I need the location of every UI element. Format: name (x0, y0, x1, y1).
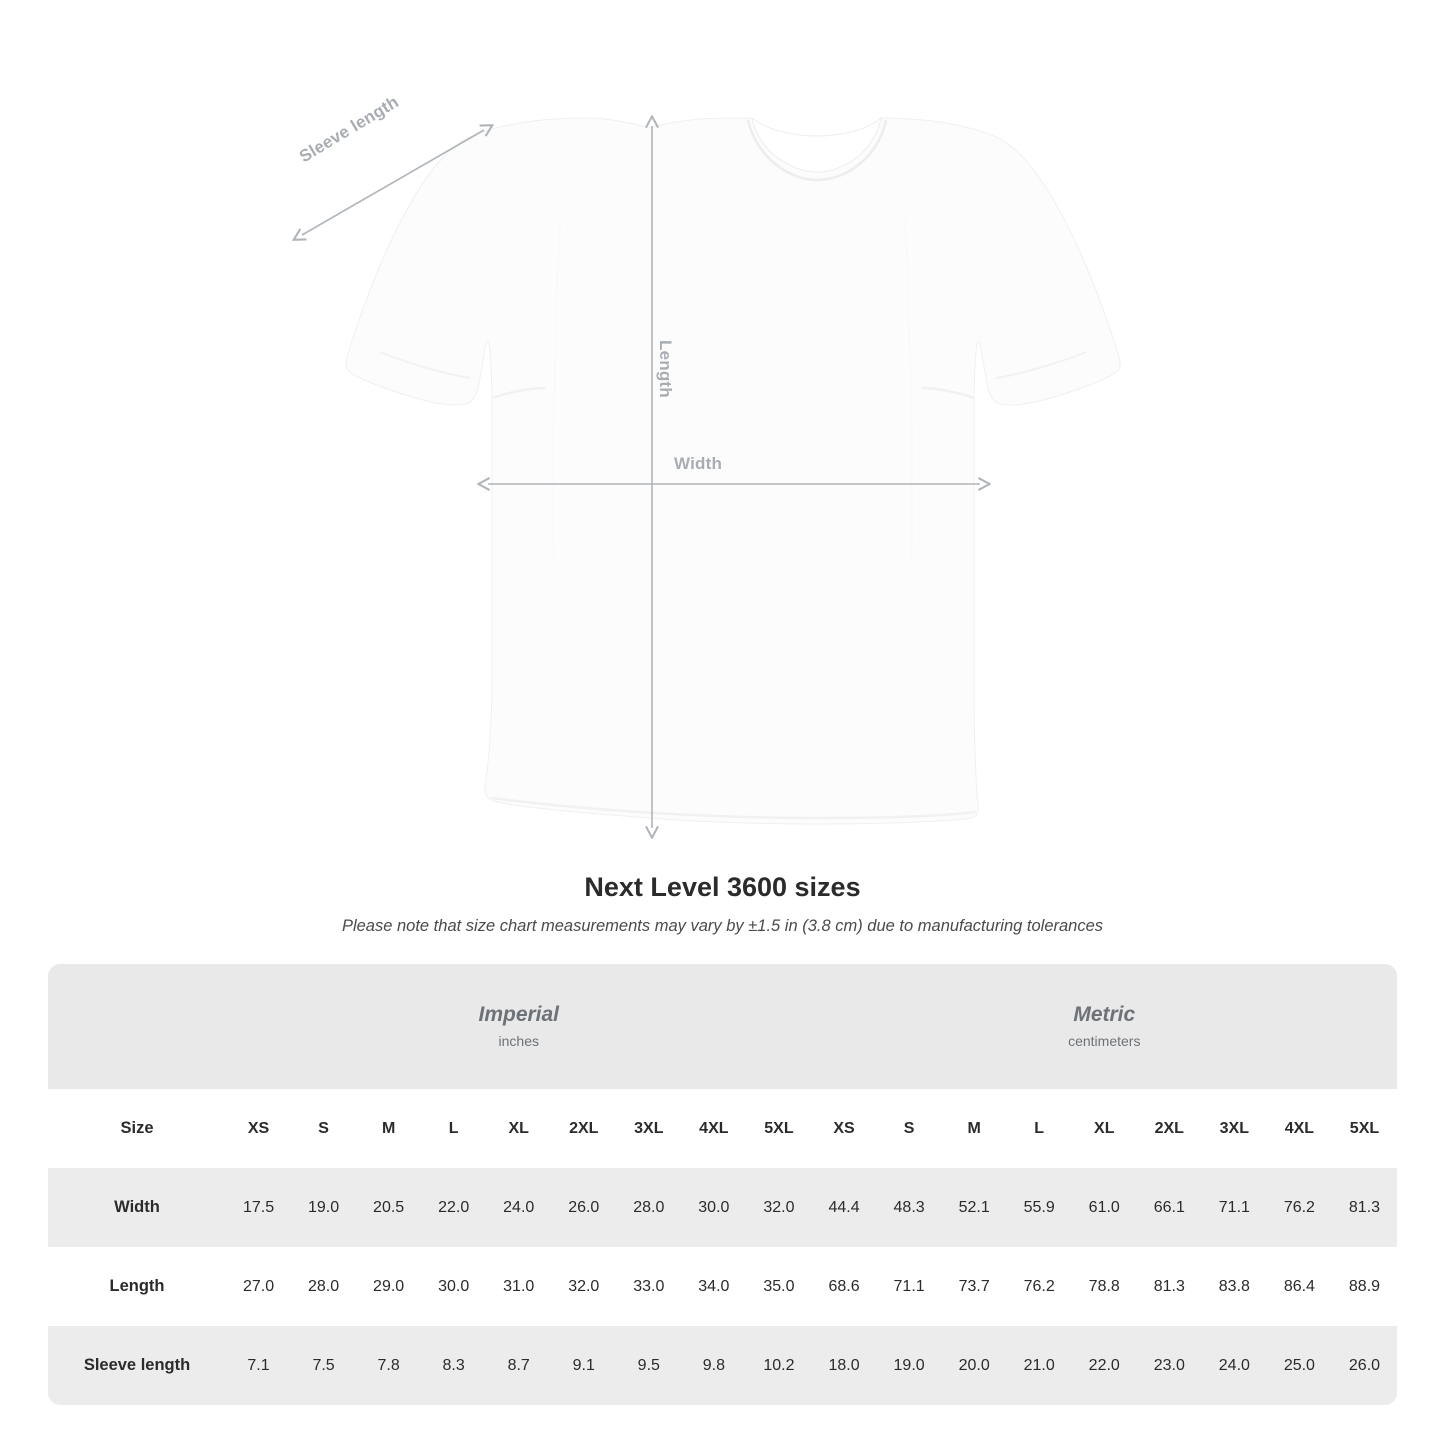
cell-value: 22.0 (1072, 1326, 1137, 1405)
size-header-cell: 4XL (681, 1089, 746, 1168)
cell-value: 30.0 (421, 1247, 486, 1326)
unit-group-metric (812, 964, 1398, 1089)
cell-value: 73.7 (942, 1247, 1007, 1326)
cell-value: 23.0 (1137, 1326, 1202, 1405)
cell-value: 19.0 (877, 1326, 942, 1405)
cell-value: 66.1 (1137, 1168, 1202, 1247)
cell-value: 22.0 (421, 1168, 486, 1247)
cell-value: 9.1 (551, 1326, 616, 1405)
cell-value: 71.1 (877, 1247, 942, 1326)
cell-value: 9.5 (616, 1326, 681, 1405)
row-label-length: Length (48, 1247, 226, 1326)
cell-value: 7.1 (226, 1326, 291, 1405)
cell-value: 29.0 (356, 1247, 421, 1326)
page-title: Next Level 3600 sizes (584, 872, 861, 902)
cell-value: 81.3 (1137, 1247, 1202, 1326)
cell-value: 31.0 (486, 1247, 551, 1326)
cell-value: 17.5 (226, 1168, 291, 1247)
cell-value: 27.0 (226, 1247, 291, 1326)
cell-value: 21.0 (1007, 1326, 1072, 1405)
unit-group-imperial-sub: inches (498, 1032, 539, 1049)
cell-value: 9.8 (681, 1326, 746, 1405)
size-header-cell: 5XL (746, 1089, 811, 1168)
row-label-width: Width (48, 1168, 226, 1247)
size-header-cell: XS (812, 1089, 877, 1168)
size-header-cell: XS (226, 1089, 291, 1168)
size-header-cell: 4XL (1267, 1089, 1332, 1168)
cell-value: 28.0 (291, 1247, 356, 1326)
cell-value: 8.7 (486, 1326, 551, 1405)
cell-value: 7.5 (291, 1326, 356, 1405)
cell-value: 88.9 (1332, 1247, 1397, 1326)
length-label: Length (656, 340, 675, 398)
cell-value: 34.0 (681, 1247, 746, 1326)
unit-group-metric-name: Metric (1073, 1002, 1136, 1026)
cell-value: 7.8 (356, 1326, 421, 1405)
size-header-cell: M (942, 1089, 1007, 1168)
cell-value: 20.5 (356, 1168, 421, 1247)
size-header-cell: L (421, 1089, 486, 1168)
unit-header-row (48, 964, 1397, 1089)
cell-value: 26.0 (551, 1168, 616, 1247)
cell-value: 78.8 (1072, 1247, 1137, 1326)
cell-value: 19.0 (291, 1168, 356, 1247)
cell-value: 52.1 (942, 1168, 1007, 1247)
cell-value: 30.0 (681, 1168, 746, 1247)
cell-value: 26.0 (1332, 1326, 1397, 1405)
cell-value: 20.0 (942, 1326, 1007, 1405)
size-header-row (48, 1089, 1397, 1168)
size-header-cell: 3XL (1202, 1089, 1267, 1168)
cell-value: 33.0 (616, 1247, 681, 1326)
cell-value: 28.0 (616, 1168, 681, 1247)
cell-value: 8.3 (421, 1326, 486, 1405)
size-header-cell: 3XL (616, 1089, 681, 1168)
table-row (48, 1326, 1397, 1405)
cell-value: 86.4 (1267, 1247, 1332, 1326)
unit-group-metric-sub: centimeters (1068, 1032, 1141, 1049)
size-chart-table-wrapper (48, 964, 1397, 1405)
width-label: Width (674, 454, 723, 473)
cell-value: 81.3 (1332, 1168, 1397, 1247)
shirt-shape (346, 118, 1120, 824)
size-header-cell: 2XL (551, 1089, 616, 1168)
size-header-cell: S (877, 1089, 942, 1168)
cell-value: 48.3 (877, 1168, 942, 1247)
cell-value: 55.9 (1007, 1168, 1072, 1247)
size-header-cell: 2XL (1137, 1089, 1202, 1168)
unit-header-spacer (48, 964, 226, 1089)
cell-value: 32.0 (746, 1168, 811, 1247)
unit-group-imperial-name: Imperial (478, 1002, 560, 1026)
cell-value: 24.0 (486, 1168, 551, 1247)
size-header-cell: S (291, 1089, 356, 1168)
size-header-cell: 5XL (1332, 1089, 1397, 1168)
size-header-cell: L (1007, 1089, 1072, 1168)
cell-value: 61.0 (1072, 1168, 1137, 1247)
cell-value: 18.0 (812, 1326, 877, 1405)
size-header-cell: M (356, 1089, 421, 1168)
cell-value: 76.2 (1007, 1247, 1072, 1326)
table-row (48, 1247, 1397, 1326)
size-header-cell: XL (486, 1089, 551, 1168)
cell-value: 24.0 (1202, 1326, 1267, 1405)
cell-value: 68.6 (812, 1247, 877, 1326)
size-header-cell: XL (1072, 1089, 1137, 1168)
sleeve-length-label: Sleeve length (296, 92, 402, 167)
cell-value: 44.4 (812, 1168, 877, 1247)
unit-group-imperial (226, 964, 812, 1089)
table-row (48, 1168, 1397, 1247)
cell-value: 10.2 (746, 1326, 811, 1405)
size-header-label: Size (48, 1089, 226, 1168)
row-label-sleeve-length: Sleeve length (48, 1326, 226, 1405)
cell-value: 25.0 (1267, 1326, 1332, 1405)
cell-value: 32.0 (551, 1247, 616, 1326)
cell-value: 71.1 (1202, 1168, 1267, 1247)
size-chart-table (48, 964, 1397, 1405)
cell-value: 83.8 (1202, 1247, 1267, 1326)
cell-value: 35.0 (746, 1247, 811, 1326)
tolerance-note: Please note that size chart measurements may vary by ±1.5 in (3.8 cm) due to manufacturing tolerances (341, 917, 1104, 935)
cell-value: 76.2 (1267, 1168, 1332, 1247)
